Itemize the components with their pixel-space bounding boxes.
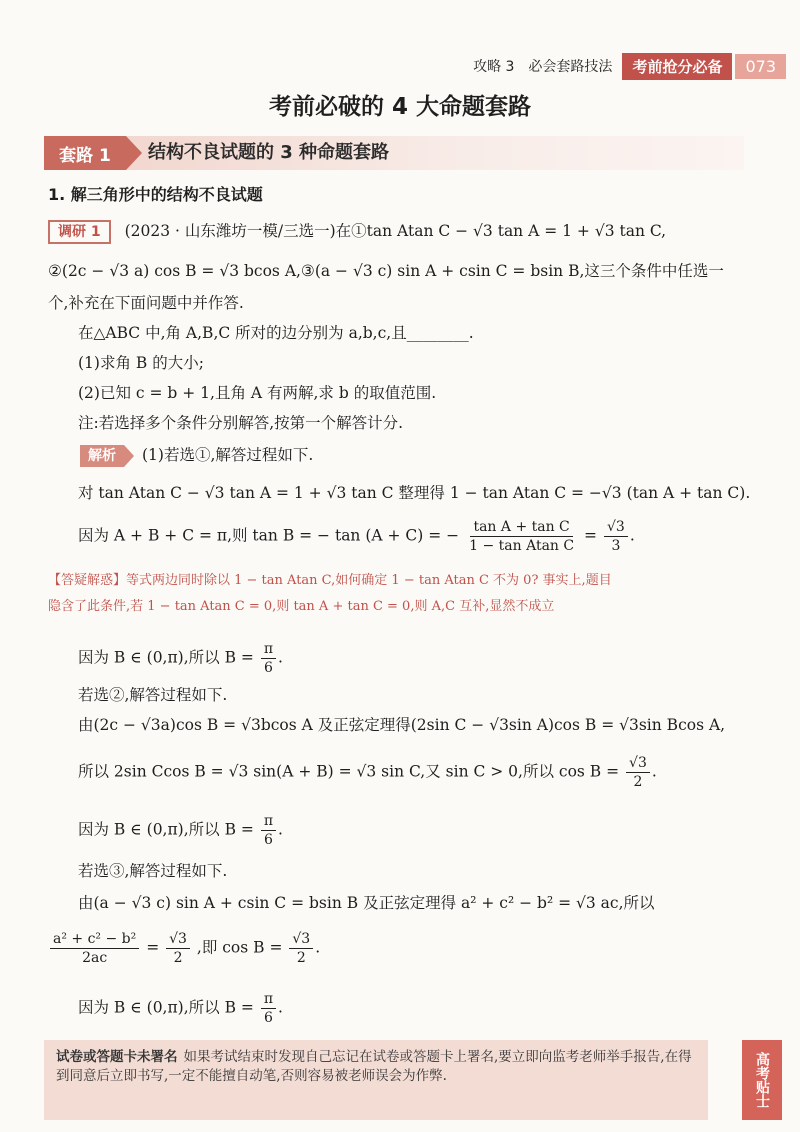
problem-note: 注:若选择多个条件分别解答,按第一个解答计分. bbox=[78, 414, 404, 432]
fraction-numerator: π bbox=[261, 990, 276, 1009]
fraction-pi-6 bbox=[261, 812, 276, 849]
tip-title: 试卷或答题卡未署名 bbox=[56, 1049, 178, 1065]
question-1: (1)求角 B 的大小; bbox=[78, 354, 204, 372]
option-3-heading: 若选③,解答过程如下. bbox=[78, 862, 228, 880]
equals-sign: = bbox=[584, 526, 598, 545]
tip-note-line-1: 【答疑解惑】等式两边同时除以 1 − tan Atan C,如何确定 1 − tan Atan C 不为 0? 事实上,题目 bbox=[48, 573, 612, 588]
problem-line-4: 在△ABC 中,角 A,B,C 所对的边分别为 a,b,c,且________. bbox=[78, 324, 474, 342]
section-title: 结构不良试题的 3 种命题套路 bbox=[148, 142, 390, 163]
fraction-root3-2 bbox=[289, 930, 313, 967]
solution-step-2: 因为 A + B + C = π,则 tan B = − tan (A + C) = − $\frac{\text{tan A + tan C}}{\text{1 − tan Atan C}}$ = $\frac{√3}{3}$ . bbox=[78, 519, 635, 554]
fraction-pi-6 bbox=[261, 640, 276, 677]
problem-line-3: 个,补充在下面问题中并作答. bbox=[48, 294, 244, 312]
step-2-text: 因为 A + B + C = π,则 tan B = − tan (A + C) = − bbox=[78, 526, 460, 545]
conclusion-text: 因为 B ∈ (0,π),所以 B = bbox=[78, 820, 254, 839]
solution-badge: 解析 bbox=[80, 445, 124, 467]
subsection-heading: 1. 解三角形中的结构不良试题 bbox=[48, 185, 263, 204]
option-2-heading: 若选②,解答过程如下. bbox=[78, 686, 228, 704]
tip-note-line-2: 隐含了此条件,若 1 − tan Atan C = 0,则 tan A + tan C = 0,则 A,C 互补,显然不成立 bbox=[48, 599, 555, 614]
fraction-numerator: a² + c² − b² bbox=[50, 930, 139, 949]
page-title: 考前必破的 4 大命题套路 bbox=[268, 94, 532, 120]
problem-line-1 bbox=[48, 218, 760, 244]
fraction-denominator: 2ac bbox=[82, 950, 108, 966]
fraction-pi-6 bbox=[261, 990, 276, 1027]
fraction-denominator: 6 bbox=[263, 660, 273, 676]
fraction-tan bbox=[466, 518, 577, 555]
header-tag: 考前抢分必备 bbox=[622, 53, 732, 80]
page-number: 073 bbox=[735, 54, 786, 79]
fraction-cosine-law bbox=[50, 930, 139, 967]
step-4-text: 所以 2sin Ccos B = √3 sin(A + B) = √3 sin C,又 sin C > 0,所以 cos B = bbox=[78, 762, 620, 781]
solution-step-4: 所以 2sin Ccos B = √3 sin(A + B) = √3 sin C,又 sin C > 0,所以 cos B = $\frac{√3}{2}$ . bbox=[78, 755, 657, 790]
fraction-root3-2 bbox=[166, 930, 190, 967]
problem-badge: 调研 1 bbox=[48, 220, 111, 244]
step-6-text: ,即 cos B = bbox=[196, 938, 283, 957]
fraction-numerator: tan A + tan C bbox=[470, 518, 572, 537]
solution-intro-text: (1)若选①,解答过程如下. bbox=[142, 446, 314, 464]
conclusion-text: 因为 B ∈ (0,π),所以 B = bbox=[78, 648, 254, 667]
solution-step-3: 由(2c − √3a)cos B = √3bcos A 及正弦定理得(2sin C − √3sin A)cos B = √3sin Bcos A, bbox=[78, 716, 726, 734]
conclusion-3: 因为 B ∈ (0,π),所以 B = $\frac{\pi}{6}$ . bbox=[78, 991, 283, 1026]
solution-intro bbox=[80, 442, 792, 468]
breadcrumb: 攻略 3 必会套路技法 bbox=[473, 59, 613, 75]
fraction-numerator: √3 bbox=[626, 754, 650, 773]
tip-text: 如果考试结束时发现自己忘记在试卷或答题卡上署名,要立即向监考老师举手报告,在得到同意后立即书写,一定不能擅自动笔,否则容易被老师误会为作弊. bbox=[56, 1049, 692, 1084]
problem-text-1: (2023 · 山东潍坊一模/三选一)在①tan Atan C − √3 tan A = 1 + √3 tan C, bbox=[124, 222, 667, 240]
fraction-denominator: 6 bbox=[263, 1010, 273, 1026]
conclusion-text: 因为 B ∈ (0,π),所以 B = bbox=[78, 998, 254, 1017]
fraction-denominator: 2 bbox=[633, 774, 643, 790]
question-2: (2)已知 c = b + 1,且角 A 有两解,求 b 的取值范围. bbox=[78, 384, 437, 402]
fraction-numerator: √3 bbox=[289, 930, 313, 949]
equals-sign: = bbox=[146, 938, 160, 957]
solution-step-1: 对 tan Atan C − √3 tan A = 1 + √3 tan C 整理得 1 − tan Atan C = −√3 (tan A + tan C). bbox=[78, 484, 751, 502]
fraction-denominator: 6 bbox=[263, 832, 273, 848]
solution-step-5: 由(a − √3 c) sin A + csin C = bsin B 及正弦定理得 a² + c² − b² = √3 ac,所以 bbox=[78, 894, 655, 912]
conclusion-2: 因为 B ∈ (0,π),所以 B = $\frac{\pi}{6}$ . bbox=[78, 813, 283, 848]
fraction-root3-2 bbox=[626, 754, 650, 791]
fraction-result bbox=[604, 518, 628, 555]
fraction-denominator: 3 bbox=[611, 538, 621, 554]
page-header bbox=[473, 52, 786, 80]
tip-box bbox=[44, 1040, 708, 1120]
section-banner bbox=[44, 136, 744, 170]
solution-step-6: $\frac{\text{a² + c² − b²}}{2ac}$ = $\frac{√3}{2}$ ,即 cos B = $\frac{√3}{2}$ . bbox=[48, 930, 760, 967]
fraction-denominator: 2 bbox=[173, 950, 183, 966]
problem-line-2: ②(2c − √3 a) cos B = √3 bcos A,③(a − √3 c) sin A + csin C = bsin B,这三个条件中任选一 bbox=[48, 262, 724, 280]
fraction-numerator: √3 bbox=[604, 518, 628, 537]
fraction-numerator: π bbox=[261, 812, 276, 831]
fraction-denominator: 2 bbox=[296, 950, 306, 966]
conclusion-1: 因为 B ∈ (0,π),所以 B = $\frac{\pi}{6}$ . bbox=[78, 641, 283, 676]
section-tag: 套路 1 bbox=[44, 136, 126, 170]
side-label: 高考贴士 bbox=[742, 1040, 782, 1120]
fraction-denominator: 1 − tan Atan C bbox=[469, 538, 575, 554]
fraction-numerator: π bbox=[261, 640, 276, 659]
fraction-numerator: √3 bbox=[166, 930, 190, 949]
